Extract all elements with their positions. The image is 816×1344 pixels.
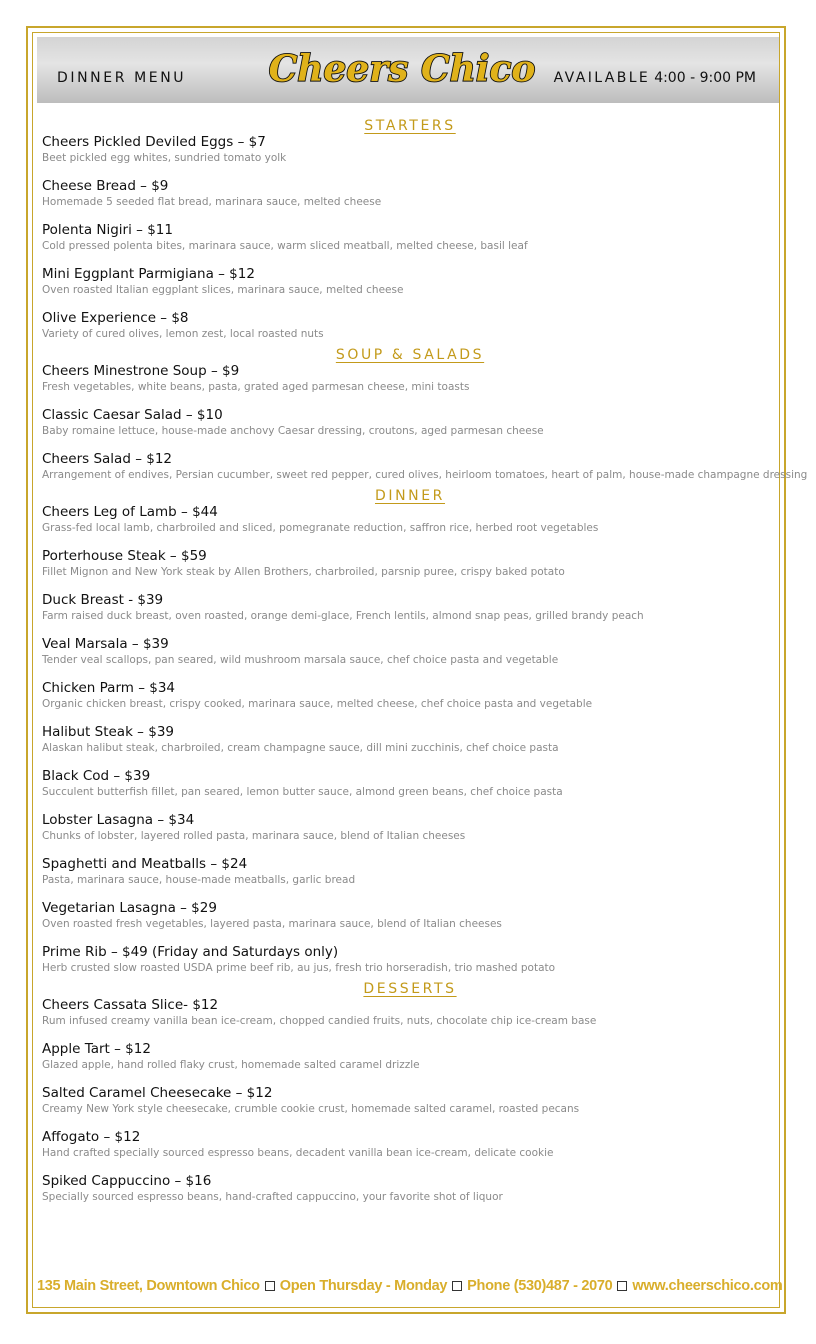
menu-item-name: Affogato – $12 [42, 1129, 141, 1145]
menu-section [42, 347, 808, 482]
menu-item [42, 680, 782, 711]
menu-item [42, 944, 782, 975]
menu-item-name: Spiked Cappuccino – $16 [42, 1173, 212, 1189]
menu-item-description: Hand crafted specially sourced espresso beans, decadent vanilla bean ice-cream, delicate cookie [42, 1147, 554, 1159]
separator-box-icon [617, 1281, 627, 1291]
menu-item-name: Duck Breast - $39 [42, 592, 164, 608]
section-title: DINNER [374, 488, 446, 504]
footer-website[interactable]: www.cheerschico.com [632, 1278, 783, 1294]
footer-address: 135 Main Street, Downtown Chico [37, 1278, 260, 1294]
menu-item [42, 363, 782, 394]
menu-item [42, 856, 782, 887]
menu-item-description: Specially sourced espresso beans, hand-crafted cappuccino, your favorite shot of liquor [42, 1191, 503, 1203]
menu-item-name: Black Cod – $39 [42, 768, 151, 784]
menu-item-description: Beet pickled egg whites, sundried tomato yolk [42, 152, 287, 164]
menu-item [42, 451, 808, 482]
menu-item-name: Prime Rib – $49 (Friday and Saturdays only) [42, 944, 339, 960]
menu-section [42, 981, 782, 1204]
menu-item-description: Herb crusted slow roasted USDA prime beef rib, au jus, fresh trio horseradish, trio mashed potato [42, 962, 556, 974]
menu-item-name: Lobster Lasagna – $34 [42, 812, 195, 828]
menu-item-name: Porterhouse Steak – $59 [42, 548, 207, 564]
menu-item [42, 592, 782, 623]
menu-item [42, 1085, 782, 1116]
section-title: DESSERTS [363, 981, 457, 997]
menu-item [42, 724, 782, 755]
menu-item-name: Mini Eggplant Parmigiana – $12 [42, 266, 255, 282]
menu-item-description: Cold pressed polenta bites, marinara sauce, warm sliced meatball, melted cheese, basil leaf [42, 240, 528, 252]
menu-item [42, 1129, 782, 1160]
menu-item-description: Creamy New York style cheesecake, crumble cookie crust, homemade salted caramel, roasted pecans [42, 1103, 580, 1115]
footer-phone: Phone (530)487 - 2070 [467, 1278, 613, 1294]
menu-section [42, 118, 782, 341]
menu-item [42, 1041, 782, 1072]
menu-item [42, 266, 782, 297]
menu-item [42, 504, 782, 535]
menu-item-description: Farm raised duck breast, oven roasted, orange demi-glace, French lentils, almond snap peas, grilled brandy peach [42, 610, 644, 622]
menu-item-name: Vegetarian Lasagna – $29 [42, 900, 217, 916]
menu-item-description: Grass-fed local lamb, charbroiled and sliced, pomegranate reduction, saffron rice, herbed root vegetables [42, 522, 599, 534]
menu-item [42, 997, 782, 1028]
menu-item [42, 812, 782, 843]
menu-item [42, 134, 782, 165]
section-title: SOUP & SALADS [335, 347, 485, 363]
menu-item-description: Fillet Mignon and New York steak by Allen Brothers, charbroiled, parsnip puree, crispy baked potato [42, 566, 565, 578]
dinner-menu-label: DINNER MENU [57, 70, 187, 86]
menu-content [42, 118, 808, 1210]
menu-item [42, 548, 782, 579]
menu-item [42, 900, 782, 931]
cheers-chico-logo [268, 41, 536, 99]
menu-item-name: Olive Experience – $8 [42, 310, 189, 326]
logo-text: Cheers Chico [268, 48, 536, 90]
menu-item-name: Cheers Salad – $12 [42, 451, 173, 467]
section-title: STARTERS [364, 118, 456, 134]
menu-item-name: Chicken Parm – $34 [42, 680, 176, 696]
menu-item-name: Halibut Steak – $39 [42, 724, 174, 740]
menu-item-description: Succulent butterfish fillet, pan seared, lemon butter sauce, almond green beans, chef choice pasta [42, 786, 563, 798]
menu-item-name: Cheers Pickled Deviled Eggs – $7 [42, 134, 266, 150]
footer-days: Open Thursday - Monday [279, 1278, 448, 1294]
menu-item-description: Homemade 5 seeded flat bread, marinara sauce, melted cheese [42, 196, 382, 208]
separator-box-icon [452, 1281, 462, 1291]
menu-item-description: Baby romaine lettuce, house-made anchovy Caesar dressing, croutons, aged parmesan cheese [42, 425, 544, 437]
menu-item [42, 636, 782, 667]
available-label: AVAILABLE [553, 70, 651, 86]
menu-item-description: Fresh vegetables, white beans, pasta, grated aged parmesan cheese, mini toasts [42, 381, 470, 393]
menu-footer [37, 1278, 783, 1294]
menu-item-description: Chunks of lobster, layered rolled pasta, marinara sauce, blend of Italian cheeses [42, 830, 466, 842]
menu-item-name: Veal Marsala – $39 [42, 636, 169, 652]
menu-item-description: Organic chicken breast, crispy cooked, marinara sauce, melted cheese, chef choice pasta and vegetable [42, 698, 593, 710]
menu-header [37, 37, 779, 103]
menu-item-description: Arrangement of endives, Persian cucumber, sweet red pepper, cured olives, heirloom tomatoes, heart of palm, house-made champagne dressing [42, 469, 808, 481]
menu-item-name: Polenta Nigiri – $11 [42, 222, 173, 238]
menu-item [42, 407, 782, 438]
availability [554, 70, 756, 86]
menu-item-name: Cheers Leg of Lamb – $44 [42, 504, 218, 520]
menu-item-name: Classic Caesar Salad – $10 [42, 407, 223, 423]
menu-item-description: Oven roasted Italian eggplant slices, marinara sauce, melted cheese [42, 284, 404, 296]
menu-item-description: Glazed apple, hand rolled flaky crust, homemade salted caramel drizzle [42, 1059, 420, 1071]
menu-item-description: Variety of cured olives, lemon zest, local roasted nuts [42, 328, 324, 340]
menu-item-description: Oven roasted fresh vegetables, layered pasta, marinara sauce, blend of Italian cheeses [42, 918, 502, 930]
menu-item-name: Apple Tart – $12 [42, 1041, 151, 1057]
menu-item [42, 222, 782, 253]
menu-item-name: Cheese Bread – $9 [42, 178, 169, 194]
menu-item [42, 1173, 782, 1204]
menu-item-name: Spaghetti and Meatballs – $24 [42, 856, 248, 872]
separator-box-icon [265, 1281, 275, 1291]
menu-item-description: Tender veal scallops, pan seared, wild mushroom marsala sauce, chef choice pasta and vegetable [42, 654, 559, 666]
menu-item-description: Rum infused creamy vanilla bean ice-cream, chopped candied fruits, nuts, chocolate chip ice-cream base [42, 1015, 597, 1027]
menu-item-description: Pasta, marinara sauce, house-made meatballs, garlic bread [42, 874, 356, 886]
menu-item-description: Alaskan halibut steak, charbroiled, cream champagne sauce, dill mini zucchinis, chef choice pasta [42, 742, 559, 754]
menu-item-name: Cheers Cassata Slice- $12 [42, 997, 219, 1013]
menu-item [42, 310, 782, 341]
menu-section [42, 488, 782, 975]
menu-item-name: Cheers Minestrone Soup – $9 [42, 363, 240, 379]
available-hours: 4:00 - 9:00 PM [654, 70, 756, 86]
menu-item [42, 768, 782, 799]
menu-item [42, 178, 782, 209]
menu-item-name: Salted Caramel Cheesecake – $12 [42, 1085, 273, 1101]
